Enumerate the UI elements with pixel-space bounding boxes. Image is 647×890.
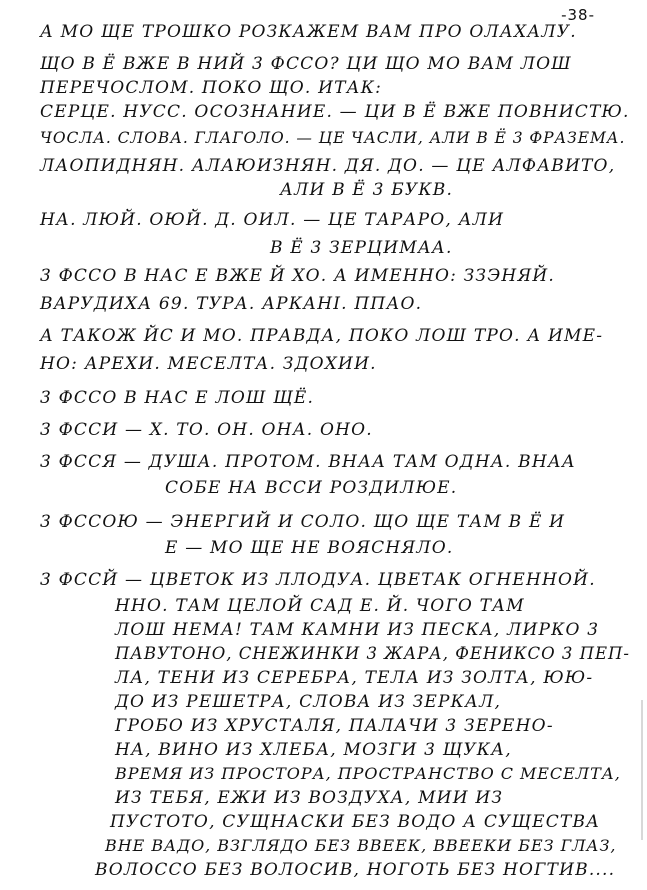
- text-line: 3 ФССИ — Х. ТО. ОН. ОНА. ОНО.: [40, 420, 373, 440]
- text-line: 3 ФССО В НАС Е ВЖЕ Й ХО. А ИМЕННО: ЗЗЭНЯЙ.: [40, 266, 556, 286]
- text-line: А ТАКОЖ ЙС И МО. ПРАВДА, ПОКО ЛОШ ТРО. А ИМЕ-: [40, 326, 604, 346]
- text-line: ИЗ ТЕБЯ, ЕЖИ ИЗ ВОЗДУХА, МИИ ИЗ: [115, 788, 504, 808]
- text-line: ННО. ТАМ ЦЕЛОЙ САД Е. Й. ЧОГО ТАМ: [115, 596, 525, 616]
- text-line: ГРОБО ИЗ ХРУСТАЛЯ, ПАЛАЧИ 3 ЗЕРЕНО-: [115, 716, 554, 736]
- text-line: ПУСТОТО, СУЩНАСКИ БЕЗ ВОДО А СУЩЕСТВА: [110, 812, 601, 832]
- text-line: НА. ЛЮЙ. ОЮЙ. Д. ОИЛ. — ЦЕ ТАРАРО, АЛИ: [40, 210, 505, 230]
- text-line: ЩО В Ё ВЖЕ В НИЙ 3 ФССО? ЦИ ЩО МО ВАМ ЛОШ: [40, 54, 572, 74]
- text-line: НО: АРЕХИ. МЕСЕЛТА. ЗДОХИИ.: [40, 354, 377, 374]
- text-line: ВАРУДИХА 69. ТУРА. АРКАНІ. ППАО.: [40, 294, 423, 314]
- text-line: 3 ФССЙ — ЦВЕТОК ИЗ ЛЛОДУА. ЦВЕТАК ОГНЕННОЙ.: [40, 570, 596, 590]
- text-line: ЛА, ТЕНИ ИЗ СЕРЕБРА, ТЕЛА ИЗ ЗОЛТА, ЮЮ-: [115, 668, 594, 688]
- text-line: 3 ФССОЮ — ЭНЕРГИЙ И СОЛО. ЩО ЩЕ ТАМ В Ё И: [40, 512, 566, 532]
- text-line: ЛАОПИДНЯН. АЛАЮИЗНЯН. ДЯ. ДО. — ЦЕ АЛФАВИТО,: [40, 156, 616, 176]
- text-line: В Ё 3 ЗЕРЦИМАА.: [270, 238, 453, 258]
- text-line: ВНЕ ВАДО, ВЗГЛЯДО БЕЗ ВВЕЕК, ВВЕЕКИ БЕЗ ГЛАЗ,: [105, 836, 617, 855]
- text-line: АЛИ В Ё 3 БУКВ.: [280, 180, 454, 200]
- text-line: 3 ФССО В НАС Е ЛОШ ЩЁ.: [40, 388, 315, 408]
- text-line: 3 ФССЯ — ДУША. ПРОТОМ. ВНАА ТАМ ОДНА. ВНАА: [40, 452, 576, 472]
- text-line: НА, ВИНО ИЗ ХЛЕБА, МОЗГИ 3 ЩУКА,: [115, 740, 512, 760]
- text-line: А МО ЩЕ ТРОШКО РОЗКАЖЕМ ВАМ ПРО ОЛАХАЛУ.: [40, 22, 577, 42]
- text-line: ЧОСЛА. СЛОВА. ГЛАГОЛО. — ЦЕ ЧАСЛИ, АЛИ В Ё 3 ФРАЗЕМА.: [40, 129, 626, 147]
- margin-line: [641, 700, 643, 840]
- text-line: ВРЕМЯ ИЗ ПРОСТОРА, ПРОСТРАНСТВО С МЕСЕЛТА,: [115, 764, 621, 783]
- text-line: ЛОШ НЕМА! ТАМ КАМНИ ИЗ ПЕСКА, ЛИРКО 3: [115, 620, 600, 640]
- page-number: -38-: [561, 6, 595, 24]
- text-line: Е — МО ЩЕ НЕ ВОЯСНЯЛО.: [165, 538, 454, 558]
- text-line: СЕРЦЕ. НУСС. ОСОЗНАНИЕ. — ЦИ В Ё ВЖЕ ПОВНИСТЮ.: [40, 102, 630, 122]
- text-line: ВОЛОССО БЕЗ ВОЛОСИВ, НОГОТЬ БЕЗ НОГТИВ....: [95, 860, 616, 880]
- text-line: ДО ИЗ РЕШЕТРА, СЛОВА ИЗ ЗЕРКАЛ,: [115, 692, 502, 712]
- text-line: ПЕРЕЧОСЛОМ. ПОКО ЩО. ИТАК:: [40, 78, 383, 98]
- text-line: ПАВУТОНО, СНЕЖИНКИ 3 ЖАРА, ФЕНИКСО 3 ПЕП-: [115, 644, 630, 663]
- text-line: СОБЕ НА ВССИ РОЗДИЛЮЕ.: [165, 478, 458, 498]
